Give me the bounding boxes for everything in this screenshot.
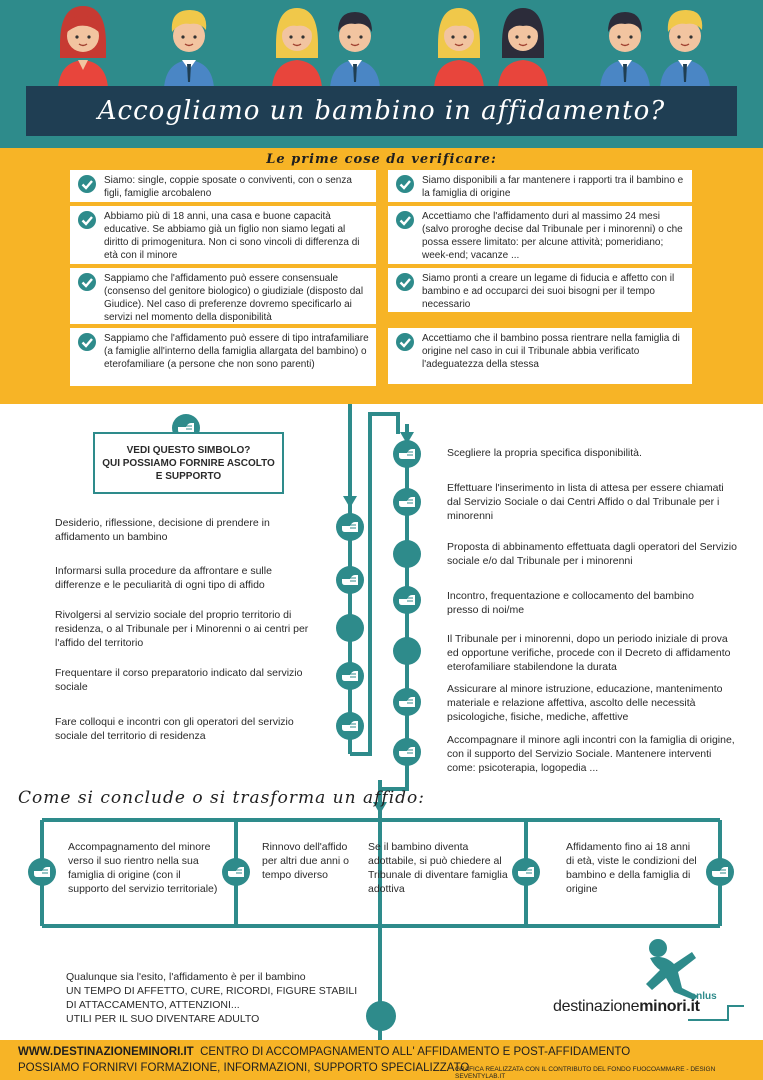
check-text: Accettiamo che l'affidamento duri al massimo 24 mesi (salvo proroghe decise dal Tribunale per i minorenni) o che possa essere limitato: per alcune attività; pomeridiano; week-end; vacanze ... xyxy=(422,211,683,261)
final-message-line: UTILI PER IL SUO DIVENTARE ADULTO xyxy=(66,1013,260,1025)
check-card xyxy=(70,268,376,324)
end-node xyxy=(366,1001,396,1031)
people-illustration xyxy=(0,0,763,90)
logo-bold: minori.it xyxy=(639,998,700,1015)
support-hand-node xyxy=(393,688,421,716)
conclusion-option: Se il bambino diventa adottabile, si può chiedere al Tribunale di diventare famiglia adottiva xyxy=(368,841,508,895)
flow-step-left: Fare colloqui e incontri con gli operatori del servizio sociale del territorio di residenza xyxy=(55,716,294,742)
check-card xyxy=(70,328,376,386)
logo-tag: onlus xyxy=(690,991,717,1002)
flow-step-right: Assicurare al minore istruzione, educazione, mantenimento materiale e relazione affettiva, ascolto delle necessità psicologiche, fisiche, mediche, affettive xyxy=(447,683,723,723)
footer-credit: GRAFICA REALIZZATA CON IL CONTRIBUTO DEL FONDO FUOCOAMMARE - DESIGN SEVENTYLAB.IT xyxy=(455,1066,716,1080)
flow-step-right: Incontro, frequentazione e collocamento del bambino presso di noi/me xyxy=(447,590,694,616)
flow-step-right: Effettuare l'inserimento in lista di attesa per essere chiamati dal Servizio Sociale o dai Centri Affido o dal Tribunale per i minorenni xyxy=(447,482,724,522)
conclusion-option: Rinnovo dell'affido per altri due anni o tempo diverso xyxy=(262,841,349,881)
check-card xyxy=(388,170,692,202)
flow-step-left: Desiderio, riflessione, decisione di prendere in affidamento un bambino xyxy=(55,517,270,543)
check-icon xyxy=(396,273,414,291)
support-hand-node xyxy=(393,440,421,468)
final-message-line: DI ATTACCAMENTO, ATTENZIONI... xyxy=(66,999,240,1011)
flow-step-right: Accompagnare il minore agli incontri con la famiglia di origine, con il supporto del Servizio Sociale. Mantenere interventi come: psicoterapia, logopedia ... xyxy=(447,734,735,774)
check-text: Accettiamo che il bambino possa rientrare nella famiglia di origine nel caso in cui il Tribunale abbia verificato l'adeguatezza della stessa xyxy=(422,333,680,370)
check-icon xyxy=(78,175,96,193)
footer-center-text: CENTRO DI ACCOMPAGNAMENTO ALL' AFFIDAMENTO E POST-AFFIDAMENTO xyxy=(200,1046,631,1058)
final-message-line: UN TEMPO DI AFFETTO, CURE, RICORDI, FIGURE STABILI xyxy=(66,985,358,997)
final-message-line: Qualunque sia l'esito, l'affidamento è per il bambino xyxy=(66,971,306,983)
check-icon xyxy=(396,175,414,193)
check-card xyxy=(70,206,376,264)
check-text: Siamo: single, coppie sposate o conviventi, con o senza figli, famiglie arcobaleno xyxy=(104,175,352,199)
logo-wordmark xyxy=(553,998,700,1016)
check-icon xyxy=(396,211,414,229)
support-hand-node xyxy=(336,566,364,594)
support-hand-node xyxy=(393,586,421,614)
step-node xyxy=(336,614,364,642)
final-message xyxy=(66,970,386,1026)
support-legend-line: E SUPPORTO xyxy=(155,471,222,482)
check-text: Abbiamo più di 18 anni, una casa e buone capacità educative. Se abbiamo già un figlio non siamo legati al diritto di primogenitura. Non ci sono vincoli di differenza di età con il minore xyxy=(104,211,360,261)
logo-main: destinazione xyxy=(553,998,640,1015)
support-hand-node xyxy=(512,858,540,886)
flow-step-left: Informarsi sulla procedure da affrontare e sulle differenze e le peculiarità di ogni tipo di affido xyxy=(55,565,272,591)
support-hand-node xyxy=(222,858,250,886)
check-card xyxy=(388,268,692,312)
footer-line-2: POSSIAMO FORNIRVI FORMAZIONE, INFORMAZIONI, SUPPORTO SPECIALIZZATO xyxy=(18,1062,470,1074)
flow-step-left: Frequentare il corso preparatorio indicato dal servizio sociale xyxy=(55,667,303,693)
conclusion-option: Affidamento fino ai 18 anni di età, viste le condizioni del bambino e della famiglia di origine xyxy=(566,841,697,895)
support-hand-node xyxy=(336,513,364,541)
step-node xyxy=(393,540,421,568)
check-icon xyxy=(78,273,96,291)
check-icon xyxy=(78,333,96,351)
check-text: Siamo pronti a creare un legame di fiducia e affetto con il bambino e ad occuparci dei suoi bisogni per il tempo necessario xyxy=(422,273,675,310)
support-legend-line: VEDI QUESTO SIMBOLO? xyxy=(126,445,251,456)
footer-site-link[interactable]: WWW.DESTINAZIONEMINORI.IT xyxy=(18,1046,194,1058)
flow-step-right: Proposta di abbinamento effettuata dagli operatori del Servizio sociale e/o dal Tribunale per i minorenni xyxy=(447,541,737,567)
logo-underline xyxy=(688,1004,748,1028)
flow-step-left: Rivolgersi al servizio sociale del proprio territorio di residenza, o al Tribunale per i Minorenni o ai centri per l'affido del territorio xyxy=(55,609,309,649)
support-legend-text xyxy=(93,444,284,483)
check-text: Sappiamo che l'affidamento può essere consensuale (consenso del genitore biologico) o giudiziale (disposto dal Giudice). Nel caso di preferenze dovremo specificarlo ai servizi nel momento della disponibilità xyxy=(104,273,364,323)
check-card xyxy=(388,328,692,384)
check-card xyxy=(388,206,692,264)
support-hand-node xyxy=(393,738,421,766)
support-hand-node xyxy=(706,858,734,886)
conclusion-option: Accompagnamento del minore verso il suo rientro nella sua famiglia di origine (con il supporto del servizio territoriale) xyxy=(68,841,218,895)
support-hand-node xyxy=(393,488,421,516)
footer-line-1 xyxy=(18,1046,630,1058)
flow-step-right: Scegliere la propria specifica disponibilità. xyxy=(447,447,642,459)
support-hand-node xyxy=(336,712,364,740)
support-hand-node xyxy=(28,858,56,886)
check-icon xyxy=(78,211,96,229)
check-card xyxy=(70,170,376,202)
page-title: Accogliamo un bambino in affidamento? xyxy=(97,96,666,126)
support-hand-node xyxy=(336,662,364,690)
flow-step-right: Il Tribunale per i minorenni, dopo un periodo iniziale di prova ed opportune verifiche, procede con il Decreto di affidamento eterofamiliare stabilendone la durata xyxy=(447,633,731,673)
checklist-title: Le prime cose da verificare: xyxy=(266,152,497,167)
check-icon xyxy=(396,333,414,351)
support-legend-line: QUI POSSIAMO FORNIRE ASCOLTO xyxy=(102,458,275,469)
check-text: Siamo disponibili a far mantenere i rapporti tra il bambino e la famiglia di origine xyxy=(422,175,684,199)
check-text: Sappiamo che l'affidamento può essere di tipo intrafamiliare (a famiglie all'interno della famiglia allargata del bambino) o eterofamiliare (a persone che non sono parenti) xyxy=(104,333,369,370)
step-node xyxy=(393,637,421,665)
conclusion-title: Come si conclude o si trasforma un affido: xyxy=(18,788,425,808)
